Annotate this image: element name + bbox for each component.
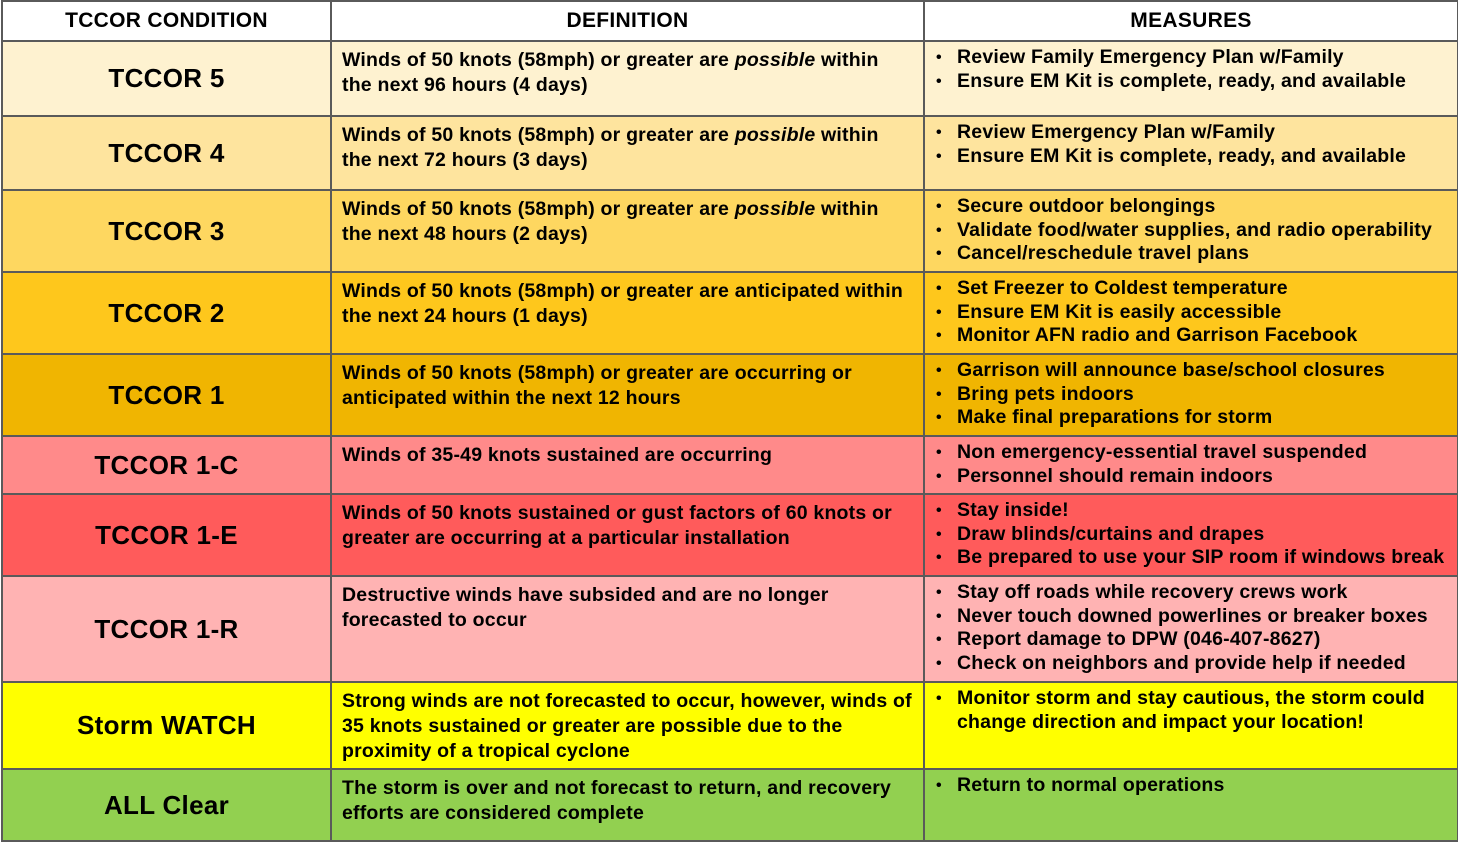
definition-cell: [331, 354, 924, 436]
measures-list: [935, 195, 1451, 266]
list-item: [935, 406, 1451, 430]
measure-text: Draw blinds/curtains and drapes: [957, 522, 1265, 545]
definition-emphasis: possible: [734, 124, 816, 146]
list-item: [935, 546, 1451, 570]
list-item: [935, 46, 1451, 70]
bullet-icon: •: [936, 362, 942, 379]
bullet-icon: •: [936, 525, 942, 543]
measure-text: Ensure EM Kit is complete, ready, and available: [957, 69, 1407, 92]
bullet-icon: •: [936, 654, 942, 672]
bullet-icon: •: [936, 607, 942, 625]
measure-text: Review Emergency Plan w/Family: [957, 121, 1276, 143]
table-row: [2, 354, 1458, 436]
measures-cell: [924, 272, 1458, 354]
bullet-icon: •: [936, 549, 942, 566]
list-item: [935, 121, 1451, 145]
measures-list: [935, 441, 1451, 488]
list-item: [935, 581, 1451, 605]
condition-cell: TCCOR 1-C: [2, 436, 331, 494]
definition-cell: [331, 190, 924, 272]
condition-cell: Storm WATCH: [2, 682, 331, 769]
measure-text: Secure outdoor belongings: [957, 195, 1216, 217]
bullet-icon: •: [936, 467, 942, 485]
list-item: [935, 383, 1451, 407]
definition-text: Winds of 35-49 knots sustained are occurring: [342, 444, 773, 466]
table-row: [2, 576, 1458, 682]
condition-cell: TCCOR 2: [2, 272, 331, 354]
bullet-icon: •: [936, 303, 942, 321]
measures-list: [935, 277, 1451, 348]
list-item: [935, 687, 1451, 734]
measure-text: Non emergency-essential travel suspended: [957, 441, 1368, 463]
measures-list: [935, 121, 1451, 168]
measures-cell: [924, 116, 1458, 190]
definition-cell: [331, 682, 924, 769]
measure-text: Personnel should remain indoors: [957, 464, 1274, 487]
bullet-icon: •: [936, 584, 942, 601]
list-item: [935, 441, 1451, 465]
measure-text: Monitor storm and stay cautious, the storm could change direction and impact your location!: [957, 687, 1425, 733]
bullet-icon: •: [936, 147, 942, 165]
measure-text: Bring pets indoors: [957, 382, 1134, 405]
measures-cell: [924, 576, 1458, 682]
bullet-icon: •: [936, 777, 942, 794]
measure-text: Report damage to DPW (046-407-8627): [957, 628, 1321, 650]
bullet-icon: •: [936, 49, 942, 66]
list-item: [935, 301, 1451, 325]
bullet-icon: •: [936, 631, 942, 648]
measures-cell: [924, 190, 1458, 272]
definition-emphasis: possible: [734, 49, 816, 71]
definition-text: Winds of 50 knots (58mph) or greater are: [342, 49, 735, 71]
definition-text: Strong winds are not forecasted to occur, however, winds of 35 knots sustained or greater are possible due to the proximity of a tropical cyclone: [342, 690, 912, 762]
measure-text: Ensure EM Kit is complete, ready, and available: [957, 144, 1407, 167]
measure-text: Check on neighbors and provide help if needed: [957, 651, 1406, 674]
list-item: [935, 145, 1451, 169]
bullet-icon: •: [936, 124, 942, 141]
measures-cell: [924, 41, 1458, 116]
table-row: [2, 272, 1458, 354]
condition-cell: TCCOR 4: [2, 116, 331, 190]
definition-text: within the next 48 hours (2 days): [342, 198, 879, 245]
condition-cell: TCCOR 1: [2, 354, 331, 436]
condition-cell: TCCOR 1-R: [2, 576, 331, 682]
bullet-icon: •: [936, 221, 942, 239]
list-item: [935, 195, 1451, 219]
measures-list: [935, 581, 1451, 675]
measures-list: [935, 687, 1451, 734]
table-row: [2, 494, 1458, 576]
condition-cell: TCCOR 3: [2, 190, 331, 272]
definition-text: The storm is over and not forecast to return, and recovery efforts are considered complete: [342, 777, 892, 824]
definition-cell: [331, 116, 924, 190]
tccor-table: [1, 0, 1458, 842]
table-row: [2, 190, 1458, 272]
bullet-icon: •: [936, 385, 942, 403]
definition-cell: [331, 272, 924, 354]
table-row: [2, 682, 1458, 769]
header-row: [2, 1, 1458, 41]
measures-cell: [924, 769, 1458, 841]
bullet-icon: •: [936, 690, 942, 707]
list-item: [935, 324, 1451, 348]
measures-cell: [924, 682, 1458, 769]
condition-cell: ALL Clear: [2, 769, 331, 841]
bullet-icon: •: [936, 72, 942, 90]
list-item: [935, 359, 1451, 383]
definition-text: within the next 72 hours (3 days): [342, 124, 879, 171]
measures-list: [935, 359, 1451, 430]
bullet-icon: •: [936, 444, 942, 461]
bullet-icon: •: [936, 409, 942, 426]
measure-text: Never touch downed powerlines or breaker boxes: [957, 604, 1428, 627]
measures-cell: [924, 436, 1458, 494]
bullet-icon: •: [936, 502, 942, 519]
list-item: [935, 523, 1451, 547]
definition-text: Winds of 50 knots sustained or gust factors of 60 knots or greater are occurring at a particular installation: [342, 502, 892, 549]
measures-list: [935, 499, 1451, 570]
list-item: [935, 219, 1451, 243]
list-item: [935, 70, 1451, 94]
definition-cell: [331, 436, 924, 494]
list-item: [935, 605, 1451, 629]
measures-cell: [924, 354, 1458, 436]
measures-cell: [924, 494, 1458, 576]
bullet-icon: •: [936, 280, 942, 297]
definition-text: Winds of 50 knots (58mph) or greater are occurring or anticipated within the next 12 hours: [342, 362, 852, 409]
measure-text: Ensure EM Kit is easily accessible: [957, 300, 1282, 323]
definition-cell: [331, 769, 924, 841]
measure-text: Make final preparations for storm: [957, 406, 1273, 428]
definition-text: within the next 96 hours (4 days): [342, 49, 879, 96]
measure-text: Review Family Emergency Plan w/Family: [957, 46, 1344, 68]
bullet-icon: •: [936, 198, 942, 215]
measure-text: Stay inside!: [957, 499, 1069, 521]
definition-emphasis: possible: [734, 198, 816, 220]
list-item: [935, 277, 1451, 301]
measure-text: Return to normal operations: [957, 774, 1225, 796]
table-row: [2, 41, 1458, 116]
measure-text: Validate food/water supplies, and radio operability: [957, 218, 1433, 241]
list-item: [935, 499, 1451, 523]
measures-list: [935, 46, 1451, 93]
measure-text: Be prepared to use your SIP room if windows break: [957, 546, 1445, 568]
header-measures: MEASURES: [924, 1, 1458, 41]
definition-cell: [331, 41, 924, 116]
header-definition: DEFINITION: [331, 1, 924, 41]
measure-text: Set Freezer to Coldest temperature: [957, 277, 1288, 299]
list-item: [935, 652, 1451, 676]
condition-cell: TCCOR 1-E: [2, 494, 331, 576]
measure-text: Monitor AFN radio and Garrison Facebook: [957, 324, 1358, 346]
definition-text: Destructive winds have subsided and are no longer forecasted to occur: [342, 584, 829, 631]
header-condition: TCCOR CONDITION: [2, 1, 331, 41]
list-item: [935, 774, 1451, 798]
measures-list: [935, 774, 1451, 798]
definition-text: Winds of 50 knots (58mph) or greater are anticipated within the next 24 hours (1 days): [342, 280, 903, 327]
table-row: [2, 769, 1458, 841]
definition-cell: [331, 576, 924, 682]
definition-text: Winds of 50 knots (58mph) or greater are: [342, 124, 735, 146]
list-item: [935, 465, 1451, 489]
bullet-icon: •: [936, 245, 942, 262]
measure-text: Garrison will announce base/school closures: [957, 359, 1385, 381]
definition-text: Winds of 50 knots (58mph) or greater are: [342, 198, 735, 220]
list-item: [935, 628, 1451, 652]
bullet-icon: •: [936, 327, 942, 344]
measure-text: Stay off roads while recovery crews work: [957, 581, 1348, 603]
table-row: [2, 116, 1458, 190]
condition-cell: TCCOR 5: [2, 41, 331, 116]
definition-cell: [331, 494, 924, 576]
measure-text: Cancel/reschedule travel plans: [957, 242, 1250, 264]
list-item: [935, 242, 1451, 266]
table-row: [2, 436, 1458, 494]
